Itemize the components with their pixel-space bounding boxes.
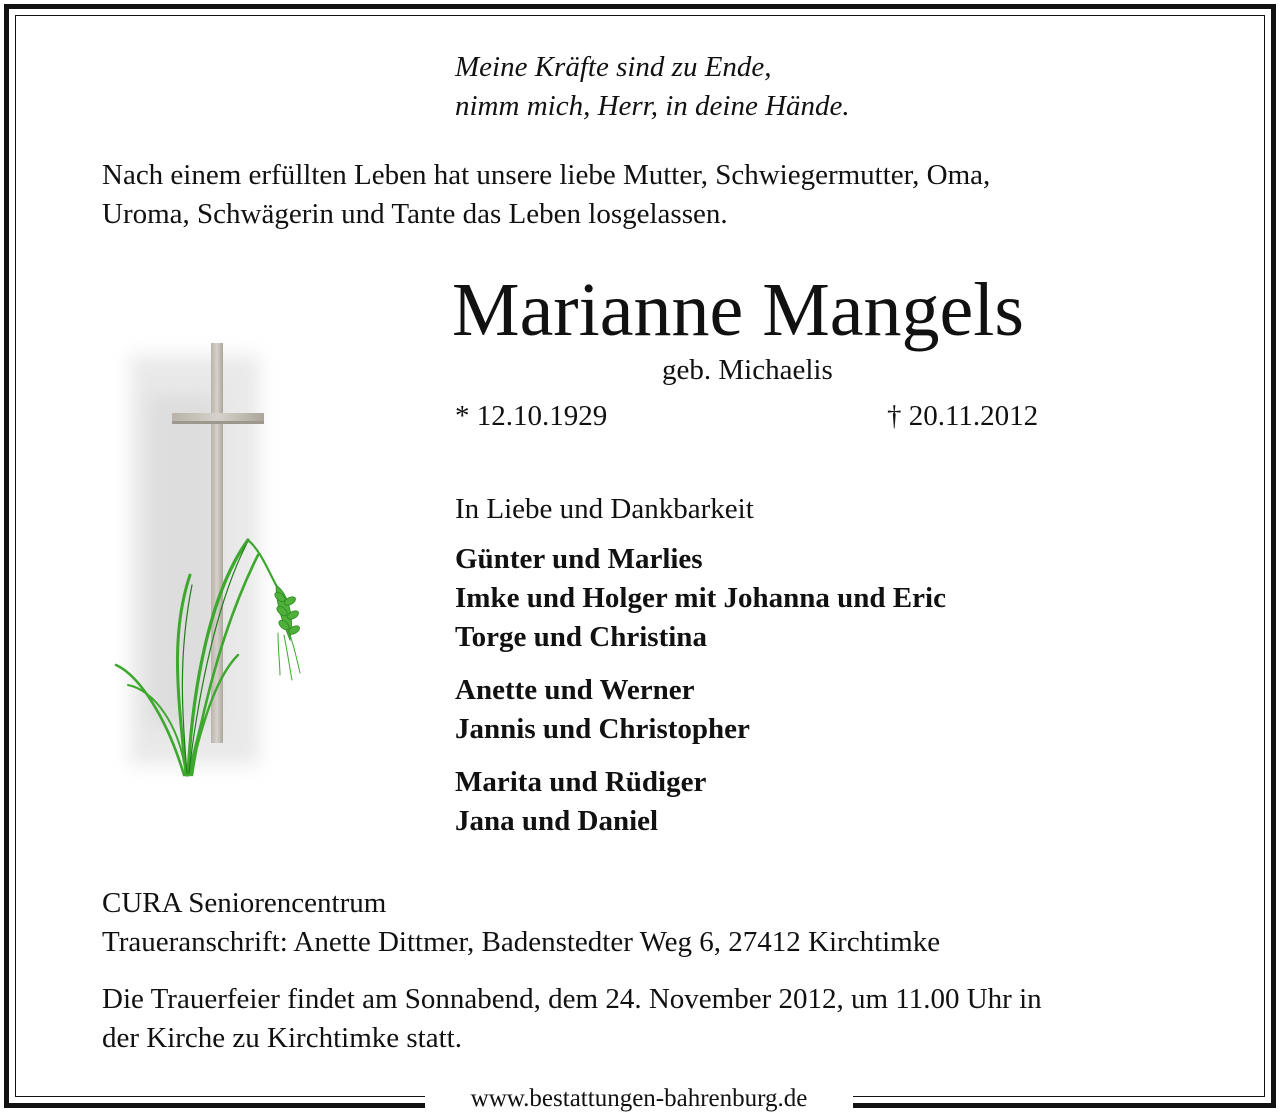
mourners-list [455, 540, 946, 855]
mourner-line: Imke und Holger mit Johanna und Eric [455, 582, 946, 614]
institution: CURA Seniorencentrum [102, 887, 387, 919]
mourner-line: Torge und Christina [455, 621, 707, 653]
service-info-line: der Kirche zu Kirchtimke statt. [102, 1022, 462, 1054]
footer-url[interactable]: www.bestattungen-bahrenburg.de [470, 1085, 808, 1112]
verse-line: Meine Kräfte sind zu Ende, [455, 51, 772, 83]
deceased-name: Marianne Mangels [452, 268, 1024, 352]
mourning-address: Traueranschrift: Anette Dittmer, Badenstedter Weg 6, 27412 Kirchtimke [102, 926, 941, 958]
mourner-line: Jannis und Christopher [455, 713, 750, 745]
mourner-line: Marita und Rüdiger [455, 766, 707, 798]
mourner-group [455, 671, 946, 749]
verse-line: nimm mich, Herr, in deine Hände. [455, 90, 850, 122]
maiden-name: geb. Michaelis [662, 354, 833, 386]
intro-text [102, 156, 1202, 234]
mourner-line: Günter und Marlies [455, 543, 703, 575]
mourner-line: Anette und Werner [455, 674, 695, 706]
birth-date: * 12.10.1929 [455, 400, 608, 432]
mourner-group [455, 763, 946, 841]
cross-with-wheat-icon [108, 335, 308, 785]
intro-line: Nach einem erfüllten Leben hat unsere liebe Mutter, Schwiegermutter, Oma, [102, 159, 991, 191]
dedication: In Liebe und Dankbarkeit [455, 493, 754, 525]
mourner-line: Jana und Daniel [455, 805, 659, 837]
death-date: † 20.11.2012 [887, 400, 1039, 432]
bottom-info [102, 884, 1202, 1058]
intro-line: Uroma, Schwägerin und Tante das Leben losgelassen. [102, 198, 728, 230]
verse [455, 48, 850, 126]
mourner-group [455, 540, 946, 657]
service-info-line: Die Trauerfeier findet am Sonnabend, dem 24. November 2012, um 11.00 Uhr in [102, 983, 1042, 1015]
spacer [102, 962, 1202, 980]
